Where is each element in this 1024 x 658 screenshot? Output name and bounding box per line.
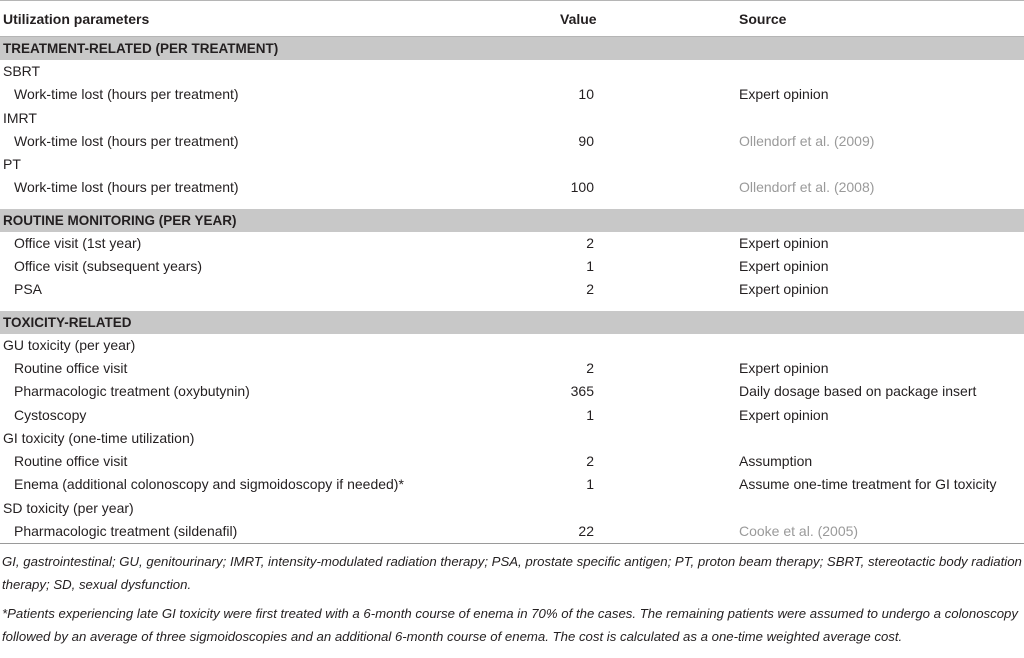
value-cell: 10 [578, 86, 594, 103]
parameter-cell: Cystoscopy [14, 406, 87, 423]
value-cell: 1 [586, 406, 594, 423]
value-cell: 1 [586, 476, 594, 493]
table-row [0, 357, 1024, 380]
parameter-cell: Routine office visit [14, 453, 128, 470]
parameter-cell: Pharmacologic treatment (oxybutynin) [14, 383, 250, 400]
group-row [0, 427, 1024, 450]
table-notes [2, 551, 1022, 648]
value-cell: 1 [586, 258, 594, 275]
footnote: *Patients experiencing late GI toxicity were first treated with a 6-month course of enema in 70% of the cases. The remaining patients were assumed to undergo a colonoscopy followed by an average of three sigmoidoscopies and an additional 6-month course of enema. The cost is calculated as a one-time weighted average cost. [2, 606, 1018, 644]
value-cell: 2 [586, 359, 594, 376]
group-row [0, 334, 1024, 357]
group-row [0, 60, 1024, 83]
group-row [0, 107, 1024, 130]
source-cell: Assume one-time treatment for GI toxicity [739, 476, 997, 493]
header-value: Value [560, 11, 597, 27]
value-cell: 365 [570, 383, 594, 400]
parameter-cell: Work-time lost (hours per treatment) [14, 86, 239, 103]
table-row [0, 404, 1024, 427]
source-cell: Expert opinion [739, 406, 829, 423]
table-row [0, 130, 1024, 153]
value-cell: 90 [578, 132, 594, 149]
parameter-cell: Pharmacologic treatment (sildenafil) [14, 523, 238, 540]
table-body [0, 37, 1024, 543]
citation-link[interactable]: Cooke et al. (2005) [739, 523, 859, 540]
table-row [0, 520, 1024, 543]
value-cell: 2 [586, 453, 594, 470]
group-row [0, 497, 1024, 520]
value-cell: 2 [586, 234, 594, 251]
section-header [0, 209, 1024, 232]
table-row [0, 176, 1024, 199]
header-source: Source [739, 11, 787, 27]
group-label: PT [3, 156, 21, 173]
parameter-cell: Enema (additional colonoscopy and sigmoidoscopy if needed)* [14, 476, 404, 493]
source-cell: Expert opinion [739, 234, 829, 251]
value-cell: 22 [578, 523, 594, 540]
section-header [0, 37, 1024, 60]
group-row [0, 153, 1024, 176]
source-cell: Assumption [739, 453, 813, 470]
group-label: IMRT [3, 109, 37, 126]
table-header [0, 0, 1024, 37]
group-label: GI toxicity (one-time utilization) [3, 429, 195, 446]
table-row [0, 380, 1024, 403]
table-bottom-rule [0, 543, 1024, 544]
group-label: SD toxicity (per year) [3, 499, 134, 516]
parameter-cell: Office visit (subsequent years) [14, 258, 203, 275]
source-cell: Expert opinion [739, 86, 829, 103]
group-label: GU toxicity (per year) [3, 336, 136, 353]
abbreviations-note: GI, gastrointestinal; GU, genitourinary; IMRT, intensity-modulated radiation therapy; PSA, prostate specific antigen; PT, proton beam therapy; SBRT, stereotactic body radiation therapy; SD, sexual dysfunction. [2, 554, 1022, 592]
section-label: ROUTINE MONITORING (PER YEAR) [3, 212, 237, 228]
section-label: TREATMENT-RELATED (PER TREATMENT) [3, 41, 279, 56]
citation-link[interactable]: Ollendorf et al. (2008) [739, 179, 875, 196]
parameter-cell: Office visit (1st year) [14, 234, 142, 251]
citation-link[interactable]: Ollendorf et al. (2009) [739, 132, 875, 149]
source-cell: Expert opinion [739, 258, 829, 275]
section-header [0, 311, 1024, 334]
table-row [0, 255, 1024, 278]
group-label: SBRT [3, 63, 41, 79]
table-row [0, 473, 1024, 496]
source-cell: Expert opinion [739, 281, 829, 298]
table-row [0, 450, 1024, 473]
section-label: TOXICITY-RELATED [3, 314, 132, 330]
table-row [0, 83, 1024, 106]
parameter-cell: Work-time lost (hours per treatment) [14, 132, 239, 149]
parameter-cell: Routine office visit [14, 359, 128, 376]
table-row [0, 232, 1024, 255]
source-cell: Daily dosage based on package insert [739, 383, 977, 400]
source-cell: Expert opinion [739, 359, 829, 376]
value-cell: 100 [570, 179, 594, 196]
table-row [0, 278, 1024, 301]
parameter-cell: Work-time lost (hours per treatment) [14, 179, 239, 196]
value-cell: 2 [586, 281, 594, 298]
header-parameters: Utilization parameters [3, 11, 150, 27]
parameter-cell: PSA [14, 281, 43, 298]
